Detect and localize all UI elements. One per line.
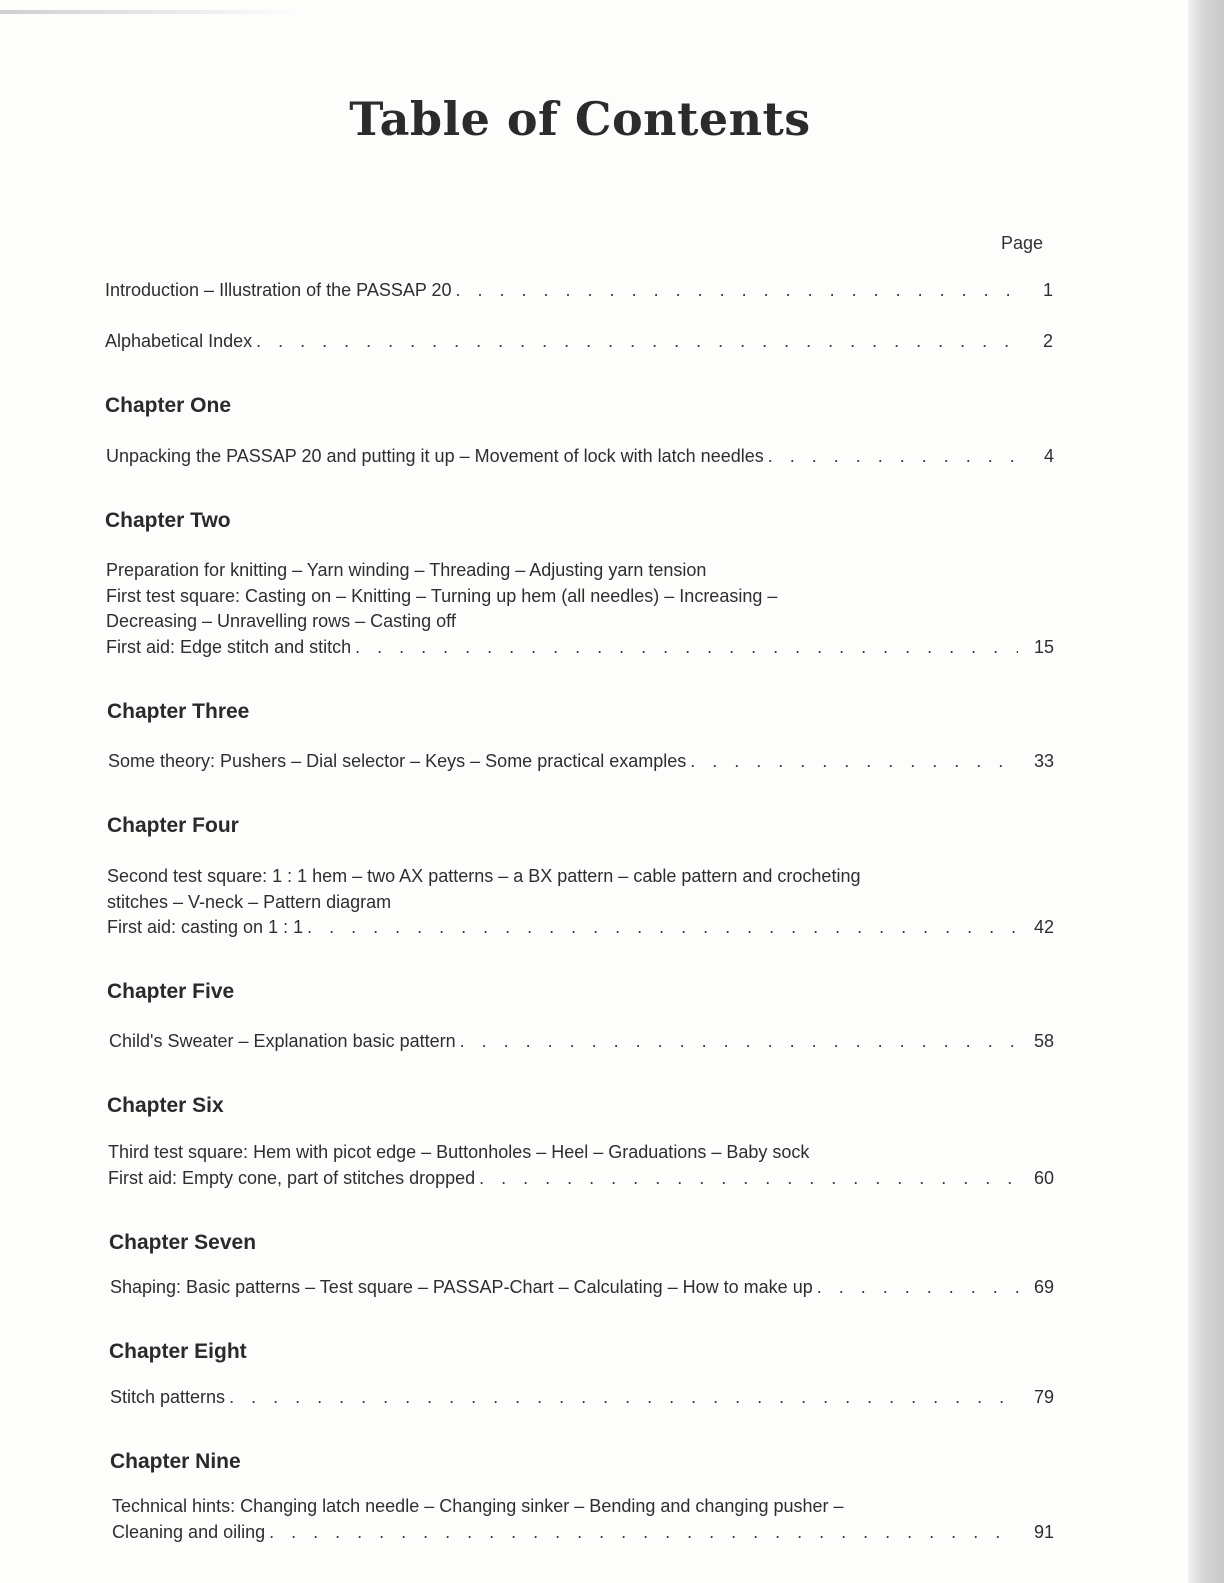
toc-entry-line: Second test square: 1 : 1 hem – two AX patterns – a BX pattern – cable pattern and crocheting	[107, 866, 861, 886]
toc-entry-chapter-one[interactable]	[106, 444, 1054, 470]
toc-entry-text: Shaping: Basic patterns – Test square – PASSAP-Chart – Calculating – How to make up	[110, 1277, 813, 1297]
toc-entry-text: Some theory: Pushers – Dial selector – Keys – Some practical examples	[108, 751, 687, 771]
chapter-five-heading: Chapter Five	[107, 980, 235, 1003]
toc-entry-text: Cleaning and oiling	[112, 1521, 266, 1542]
page-binding-edge	[1188, 0, 1224, 1583]
dot-leader	[229, 1385, 1018, 1411]
toc-entry-text: First aid: casting on 1 : 1	[107, 917, 304, 937]
toc-entry-chapter-three[interactable]	[108, 749, 1054, 775]
toc-page-number: 69	[1033, 1277, 1054, 1297]
toc-page-number: 4	[1043, 446, 1054, 466]
toc-entry-chapter-four[interactable]	[107, 864, 1054, 941]
dot-leader	[768, 444, 1018, 470]
toc-entry-line: Decreasing – Unravelling rows – Casting off	[106, 611, 456, 631]
toc-entry-line: Technical hints: Changing latch needle – Changing sinker – Bending and changing pusher –	[112, 1496, 844, 1516]
toc-page-number: 58	[1033, 1031, 1054, 1051]
dot-leader	[307, 915, 1018, 941]
toc-entry-line: Preparation for knitting – Yarn winding – Threading – Adjusting yarn tension	[106, 560, 707, 580]
toc-page-number: 15	[1033, 636, 1054, 657]
chapter-six-heading: Chapter Six	[107, 1094, 224, 1117]
chapter-four-heading: Chapter Four	[107, 814, 239, 837]
dot-leader	[456, 278, 1017, 304]
toc-entry-line: Third test square: Hem with picot edge – Buttonholes – Heel – Graduations – Baby sock	[108, 1142, 810, 1162]
toc-entry-introduction[interactable]	[105, 278, 1053, 304]
toc-entry-text: First aid: Empty cone, part of stitches dropped	[108, 1167, 476, 1188]
toc-leader-line	[108, 749, 1054, 775]
chapter-seven-heading: Chapter Seven	[109, 1231, 257, 1254]
toc-leader-line	[112, 1520, 1054, 1546]
toc-leader-line	[110, 1275, 1054, 1301]
chapter-nine-heading: Chapter Nine	[110, 1450, 241, 1473]
dot-leader	[817, 1275, 1018, 1301]
toc-entry-chapter-six[interactable]	[108, 1140, 1054, 1191]
dot-leader	[460, 1029, 1018, 1055]
toc-page-number: 91	[1033, 1521, 1054, 1542]
toc-entry-line: First test square: Casting on – Knitting – Turning up hem (all needles) – Increasing –	[106, 585, 778, 606]
toc-leader-line	[106, 635, 1054, 661]
toc-leader-line	[105, 329, 1053, 355]
toc-entry-text: First aid: Edge stitch and stitch	[106, 636, 352, 657]
chapter-eight-heading: Chapter Eight	[109, 1340, 247, 1363]
scan-edge-mark	[0, 10, 300, 14]
toc-entry-chapter-seven[interactable]	[110, 1275, 1054, 1301]
toc-page-number: 1	[1042, 280, 1053, 300]
toc-entry-alphabetical-index[interactable]	[105, 329, 1053, 355]
toc-leader-line	[110, 1385, 1054, 1411]
toc-entry-chapter-eight[interactable]	[110, 1385, 1054, 1411]
toc-entry-line: stitches – V-neck – Pattern diagram	[107, 891, 392, 912]
toc-leader-line	[107, 915, 1054, 941]
toc-entry-text: Introduction – Illustration of the PASSAP 20	[105, 280, 452, 300]
toc-leader-line	[109, 1029, 1054, 1055]
toc-leader-line	[106, 444, 1054, 470]
toc-page-number: 2	[1042, 331, 1053, 351]
toc-page-number: 60	[1033, 1167, 1054, 1188]
toc-entry-text: Alphabetical Index	[105, 331, 253, 351]
dot-leader	[690, 749, 1018, 775]
dot-leader	[269, 1520, 1018, 1546]
toc-page-number: 33	[1033, 751, 1054, 771]
page-title: Table of Contents	[349, 92, 811, 146]
toc-entry-chapter-two[interactable]	[106, 558, 1054, 660]
chapter-two-heading: Chapter Two	[105, 509, 231, 532]
chapter-three-heading: Chapter Three	[107, 700, 250, 723]
dot-leader	[479, 1166, 1018, 1192]
toc-page-number: 79	[1033, 1387, 1054, 1407]
page-column-header: Page	[1001, 233, 1044, 253]
toc-entry-text: Unpacking the PASSAP 20 and putting it up – Movement of lock with latch needles	[106, 446, 764, 466]
toc-entry-text: Child's Sweater – Explanation basic pattern	[109, 1031, 456, 1051]
toc-entry-text: Stitch patterns	[110, 1387, 226, 1407]
toc-page-number: 42	[1033, 917, 1054, 937]
toc-leader-line	[105, 278, 1053, 304]
toc-entry-chapter-nine[interactable]	[112, 1494, 1054, 1545]
dot-leader	[355, 635, 1018, 661]
chapter-one-heading: Chapter One	[105, 394, 232, 417]
toc-entry-chapter-five[interactable]	[109, 1029, 1054, 1055]
dot-leader	[256, 329, 1017, 355]
toc-leader-line	[108, 1166, 1054, 1192]
